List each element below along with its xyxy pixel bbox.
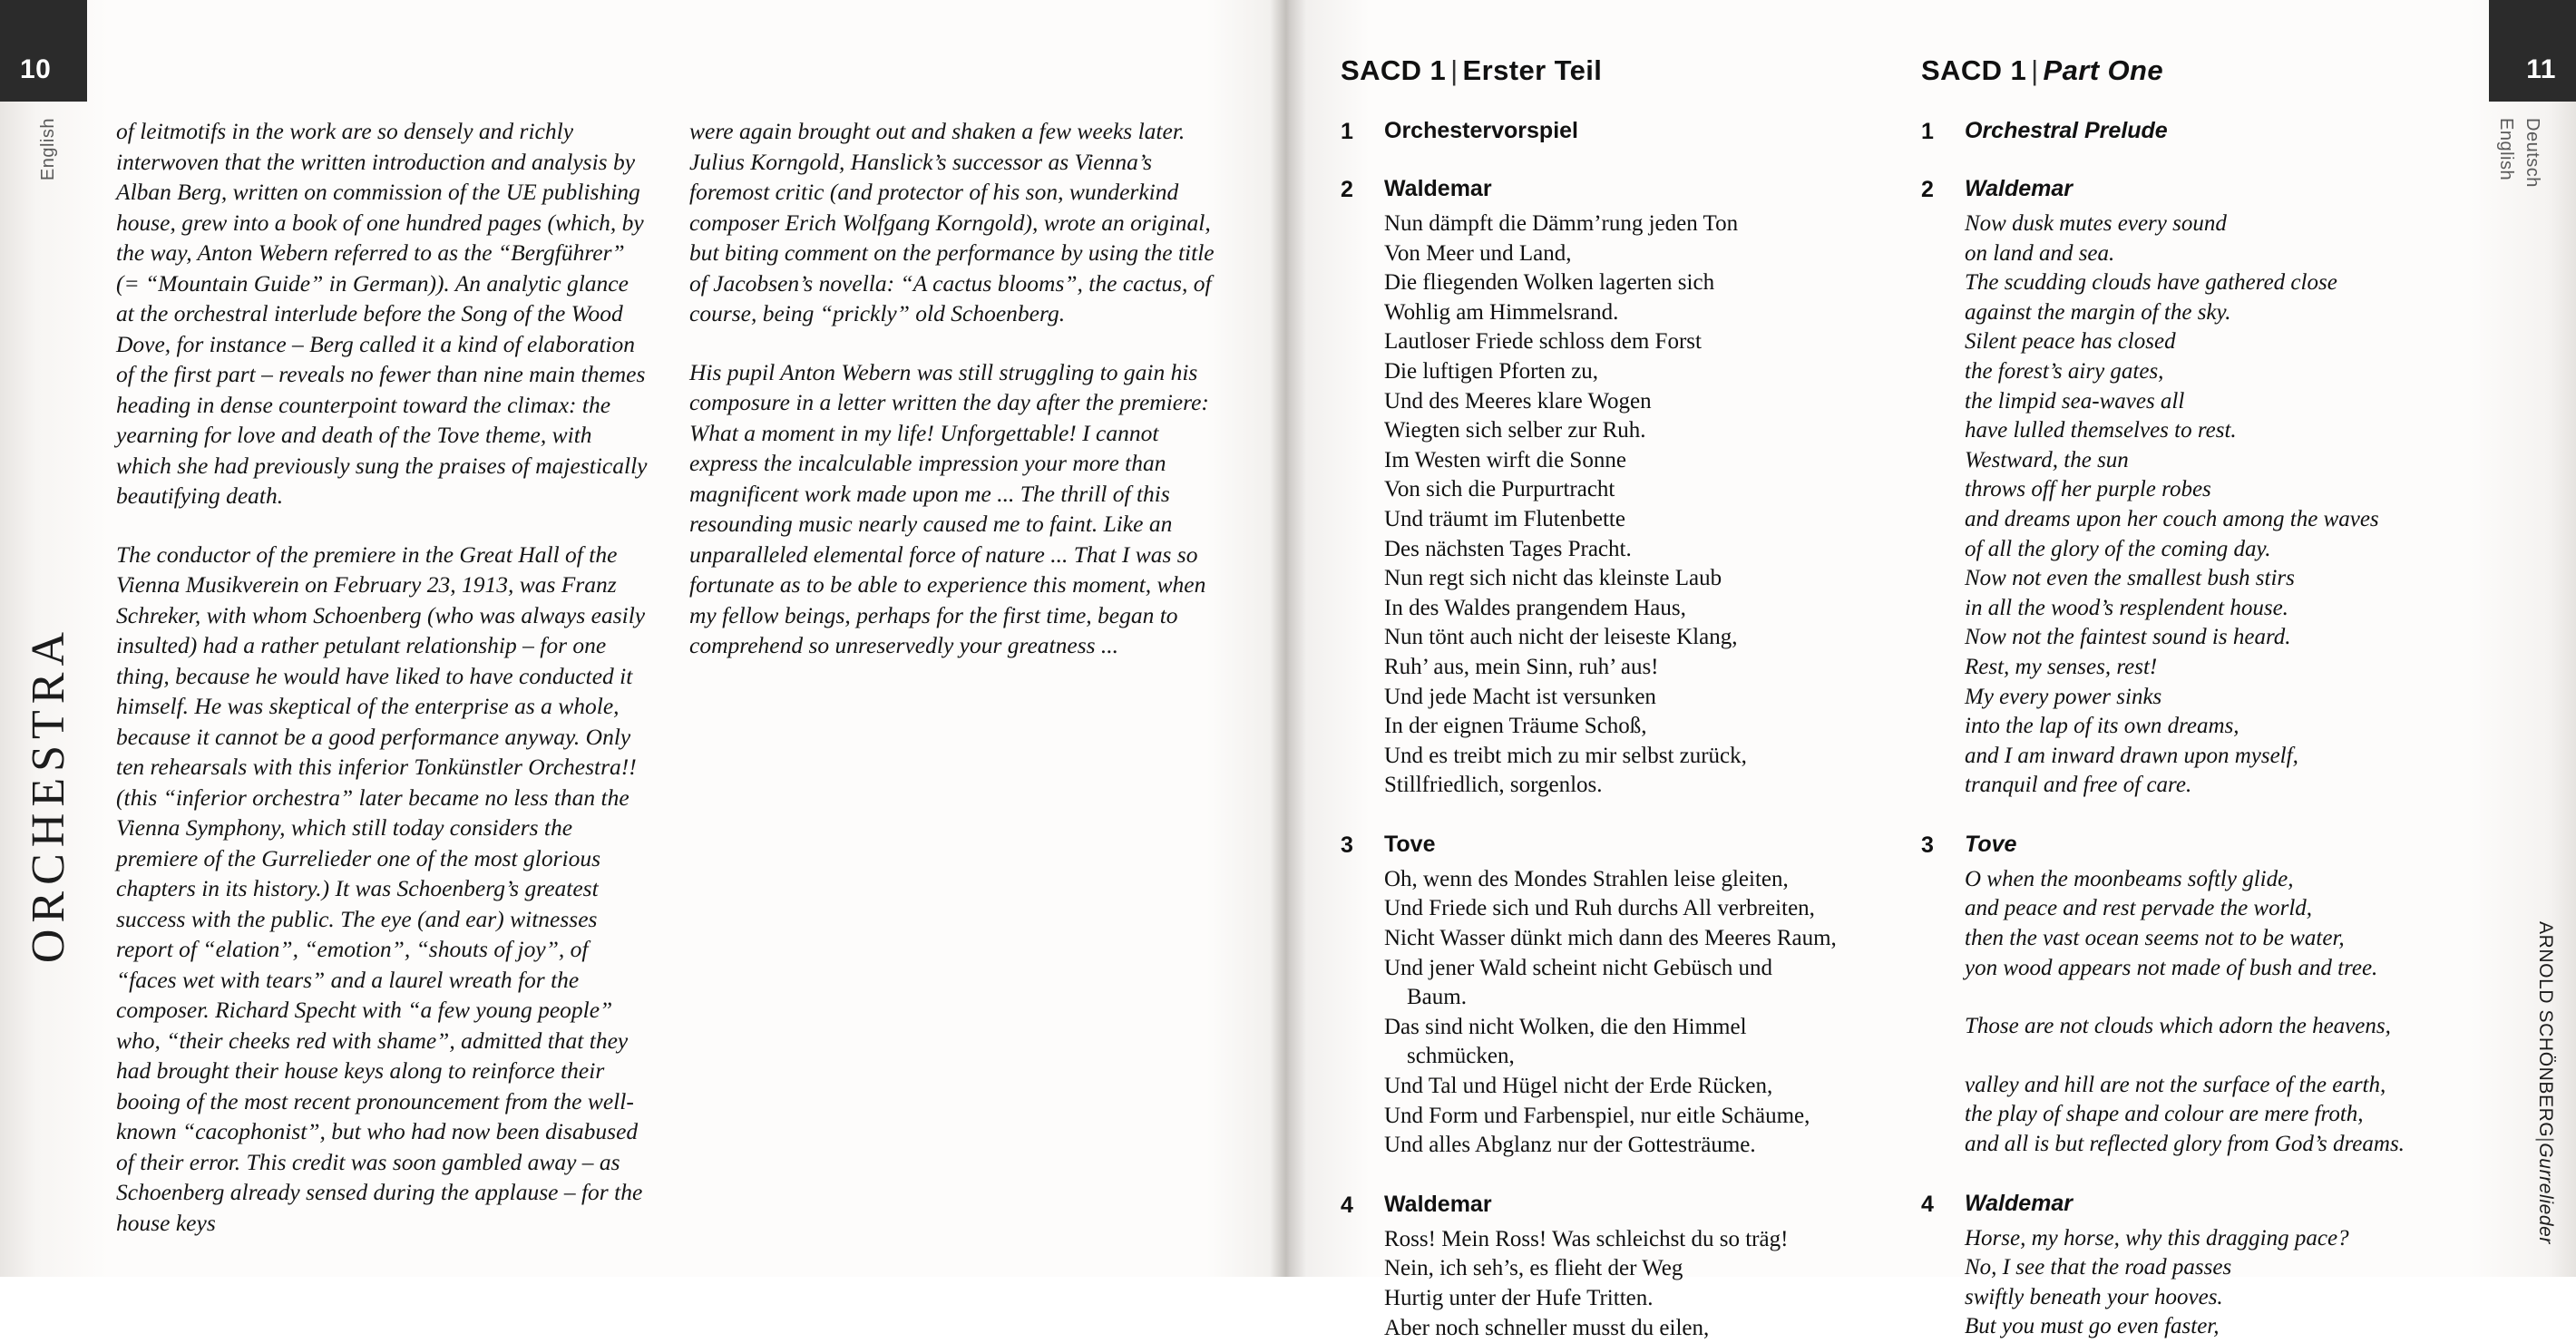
track-title: Waldemar (1965, 176, 2073, 201)
lyric-line: Das sind nicht Wolken, die den Himmel (1384, 1014, 1747, 1039)
lyric-line: and dreams upon her couch among the waves (1965, 506, 2379, 531)
left-page-section-title: ORCHESTRA (23, 626, 74, 964)
track-title: Waldemar (1965, 1190, 2073, 1216)
lyric-line: Nicht Wasser dünkt mich dann des Meeres Raum, (1384, 926, 1837, 951)
track-entry (1341, 832, 1892, 859)
page-number-right-value: 11 (2526, 54, 2556, 84)
lyrics-block (1965, 1224, 2473, 1342)
lyric-line: have lulled themselves to rest. (1965, 418, 2237, 443)
lyric-line: Des nächsten Tages Pracht. (1384, 536, 1632, 561)
lyrics-block (1384, 209, 1892, 801)
track-entry (1341, 118, 1892, 145)
lyric-line: tranquil and free of care. (1965, 773, 2192, 798)
left-page-column-1 (116, 116, 649, 1266)
lyric-line: Oh, wenn des Mondes Strahlen leise gleiten, (1384, 866, 1789, 891)
track-title: Orchestral Prelude (1965, 118, 2168, 143)
lyrics-block (1384, 865, 1892, 1161)
lyric-line: against the margin of the sky. (1965, 299, 2231, 325)
lyric-line: valley and hill are not the surface of the earth, (1965, 1072, 2386, 1097)
lyric-line: then the vast ocean seems not to be water, (1965, 926, 2345, 951)
left-page-language-label: English (38, 118, 58, 181)
heading-separator: | (2031, 54, 2039, 86)
track-number: 4 (1921, 1191, 1934, 1217)
part-label: Erster Teil (1462, 54, 1603, 86)
lyric-line: Wiegten sich selber zur Ruh. (1384, 418, 1646, 443)
track-entry (1921, 118, 2473, 145)
part-label: Part One (2043, 54, 2163, 86)
lyric-line: Now not even the smallest bush stirs (1965, 566, 2295, 591)
paragraph: were again brought out and shaken a few weeks later. Julius Korngold, Hanslick’s successor as Vienna’s foremost critic (and protector of his son, wunderkind composer Erich Wolfgang Korngold), wrote an original, but biting comment on the performance by using the title of Jacobsen’s novella: “A cactus blooms”, the cactus, of course, being “prickly” old Schoenberg. (689, 118, 1215, 326)
lyric-line: Die luftigen Pforten zu, (1384, 358, 1599, 384)
track-entry (1921, 1191, 2473, 1218)
lyric-line: Nun dämpft die Dämm’rung jeden Ton (1384, 211, 1739, 236)
libretto-heading-german (1341, 54, 1892, 87)
track-number: 2 (1921, 177, 1934, 202)
track-number: 3 (1341, 832, 1353, 858)
lyric-line: Rest, my senses, rest! (1965, 654, 2158, 679)
track-entry (1341, 176, 1892, 203)
lyric-line: Im Westen wirft die Sonne (1384, 447, 1626, 472)
lyric-line: Those are not clouds which adorn the heavens, (1965, 1014, 2391, 1039)
lyric-line: in all the wood’s resplendent house. (1965, 595, 2288, 620)
language-label-german: Deutsch (2522, 118, 2542, 188)
composer-name: ARNOLD SCHÖNBERG (2535, 920, 2556, 1138)
track-title: Waldemar (1384, 176, 1492, 201)
lyric-line: In des Waldes prangendem Haus, (1384, 595, 1686, 620)
lyric-line: No, I see that the road passes (1965, 1255, 2232, 1280)
lyric-line: the forest’s airy gates, (1965, 358, 2164, 384)
lyric-line: Von sich die Purpurtracht (1384, 477, 1615, 502)
track-title: Tove (1965, 831, 2017, 857)
lyric-line: Und alles Abglanz nur der Gottesträume. (1384, 1133, 1756, 1158)
lyric-line: Now not the faintest sound is heard. (1965, 625, 2291, 650)
lyric-line: throws off her purple robes (1965, 477, 2211, 502)
lyric-line: into the lap of its own dreams, (1965, 714, 2239, 739)
page-number-left (0, 0, 87, 102)
lyric-line: Von Meer und Land, (1384, 240, 1572, 266)
lyric-line: Aber noch schneller musst du eilen, (1384, 1315, 1710, 1340)
track-title: Waldemar (1384, 1191, 1492, 1217)
lyric-line: In der eignen Träume Schoß, (1384, 714, 1647, 739)
page-number-right (2489, 0, 2576, 102)
track-title: Orchestervorspiel (1384, 118, 1578, 143)
right-page-language-labels (2493, 118, 2545, 188)
work-title: Gurrelieder (2535, 1143, 2556, 1244)
lyric-line: My every power sinks (1965, 684, 2162, 709)
track-entry (1341, 1192, 1892, 1219)
lyric-line: Und des Meeres klare Wogen (1384, 388, 1652, 414)
right-page-running-title (2534, 921, 2556, 1244)
lyrics-block (1965, 865, 2473, 1160)
lyric-line: Baum. (1384, 985, 1467, 1010)
lyric-line: Und jener Wald scheint nicht Gebüsch und (1384, 955, 1772, 980)
disc-label: SACD 1 (1341, 54, 1447, 86)
lyric-line: Die fliegenden Wolken lagerten sich (1384, 270, 1715, 296)
lyric-line: The scudding clouds have gathered close (1965, 270, 2337, 296)
lyric-line: Now dusk mutes every sound (1965, 211, 2227, 236)
lyric-line: Nein, ich seh’s, es flieht der Weg (1384, 1256, 1683, 1281)
lyric-spacer (1965, 1042, 2473, 1071)
lyric-line: O when the moonbeams softly glide, (1965, 866, 2294, 891)
paragraph: of leitmotifs in the work are so densely and richly interwoven that the written introduction and analysis by Alban Berg, written on commission of the UE publishing house, grew into a book of one hundred pages (which, by the way, Anton Webern referred to as the “Bergführer” (= “Mountain Guide” in German)). An analytic glance at the orchestral interlude before the Song of the Wood Dove, for instance – Berg called it a kind of elaboration of the first part – reveals no fewer than nine main themes heading in dense counterpoint toward the climax: the yearning for love and death of the Tove theme, with which she had previously sung the praises of majestically beautifying death. (116, 118, 648, 509)
track-title: Tove (1384, 831, 1436, 857)
lyric-line: But you must go even faster, (1965, 1314, 2220, 1339)
lyric-line: Horse, my horse, why this dragging pace? (1965, 1225, 2349, 1251)
lyric-line: and all is but reflected glory from God’s dreams. (1965, 1132, 2405, 1157)
track-number: 4 (1341, 1192, 1353, 1218)
lyric-line: and peace and rest pervade the world, (1965, 896, 2313, 921)
track-number: 1 (1341, 119, 1353, 144)
lyric-line: Wohlig am Himmelsrand. (1384, 299, 1619, 325)
lyric-line: yon wood appears not made of bush and tree. (1965, 955, 2378, 980)
lyric-line: Hurtig unter der Hufe Tritten. (1384, 1286, 1654, 1310)
lyrics-block (1384, 1225, 1892, 1343)
lyric-line: Nun regt sich nicht das kleinste Laub (1384, 566, 1722, 591)
libretto-column-german (1341, 54, 1892, 1343)
lyric-line: swiftly beneath your hooves. (1965, 1284, 2223, 1309)
lyric-line: Nun tönt auch nicht der leiseste Klang, (1384, 625, 1738, 650)
track-number: 3 (1921, 832, 1934, 858)
lyric-line: Und Form und Farbenspiel, nur eitle Schäume, (1384, 1103, 1810, 1128)
lyrics-block (1965, 209, 2473, 801)
libretto-column-english (1921, 54, 2473, 1342)
running-title-separator: | (2535, 1137, 2556, 1143)
lyric-line: Ruh’ aus, mein Sinn, ruh’ aus! (1384, 654, 1659, 679)
lyric-line: on land and sea. (1965, 240, 2115, 266)
lyric-line: Und träumt im Flutenbette (1384, 506, 1625, 531)
track-entry (1921, 176, 2473, 203)
lyric-spacer (1965, 983, 2473, 1012)
lyric-line: Und es treibt mich zu mir selbst zurück, (1384, 743, 1747, 768)
heading-separator: | (1450, 54, 1459, 86)
book-gutter-shadow (1270, 0, 1306, 1277)
track-entry (1921, 832, 2473, 859)
track-number: 2 (1341, 177, 1353, 202)
lyric-line: Und Friede sich und Ruh durchs All verbreiten, (1384, 896, 1815, 921)
paragraph: His pupil Anton Webern was still struggling to gain his composure in a letter written the day after the premiere: What a moment in my life! Unforgettable! I cannot express the incalculable impression your more than magnificent work made upon me ... The thrill of this resounding music nearly caused me to faint. Like an unparalleled elemental force of nature ... That I was so fortunate as to be able to experience this moment, when my fellow beings, perhaps for the first time, began to comprehend so unreservedly your greatness ... (689, 358, 1209, 658)
lyric-line: Westward, the sun (1965, 447, 2129, 472)
language-label-english: English (2496, 118, 2516, 181)
left-page-column-2 (689, 116, 1225, 689)
track-number: 1 (1921, 119, 1934, 144)
lyric-line: Und jede Macht ist versunken (1384, 684, 1656, 709)
lyric-line: Silent peace has closed (1965, 329, 2176, 355)
lyric-line: Lautloser Friede schloss dem Forst (1384, 329, 1702, 355)
lyric-line: the limpid sea-waves all (1965, 388, 2185, 414)
lyric-line: and I am inward drawn upon myself, (1965, 743, 2298, 768)
lyric-line: schmücken, (1384, 1044, 1515, 1069)
lyric-line: Und Tal und Hügel nicht der Erde Rücken, (1384, 1074, 1773, 1099)
lyric-line: of all the glory of the coming day. (1965, 536, 2271, 561)
lyric-line: Stillfriedlich, sorgenlos. (1384, 773, 1603, 798)
disc-label: SACD 1 (1921, 54, 2027, 86)
libretto-heading-english (1921, 54, 2473, 87)
page-number-left-value: 10 (20, 54, 52, 84)
paragraph: The conductor of the premiere in the Great Hall of the Vienna Musikverein on February 23, 1913, was Franz Schreker, with whom Schoenberg (who was always easily insulted) had a rather petulant relationship – for one thing, because he would have liked to have conducted it himself. He was skeptical of the enterprise as a whole, because it cannot be a good performance anyway. Only ten rehearsals with this inferior Tonkünstler Orchestra!! (this “inferior orchestra” later became no less than the Vienna Symphony, which still today considers the premiere of the Gurrelieder one of the most glorious chapters in its history.) It was Schoenberg’s greatest success with the public. The eye (and ear) witnesses report of “elation”, “emotion”, “shouts of joy”, of “faces wet with tears” and a laurel wreath for the composer. Richard Specht with “a few young people” who, “their cheeks red with shame”, admitted that they had brought their house keys along to reinforce their booing of the most recent pronouncement from the well-known “cacophonist”, but who had now been disabused of their error. This credit was soon gambled away – as Schoenberg already sensed during the applause – for the house keys (116, 540, 646, 1236)
lyric-line: the play of shape and colour are mere froth, (1965, 1102, 2364, 1127)
lyric-line: Ross! Mein Ross! Was schleichst du so träg! (1384, 1226, 1789, 1251)
